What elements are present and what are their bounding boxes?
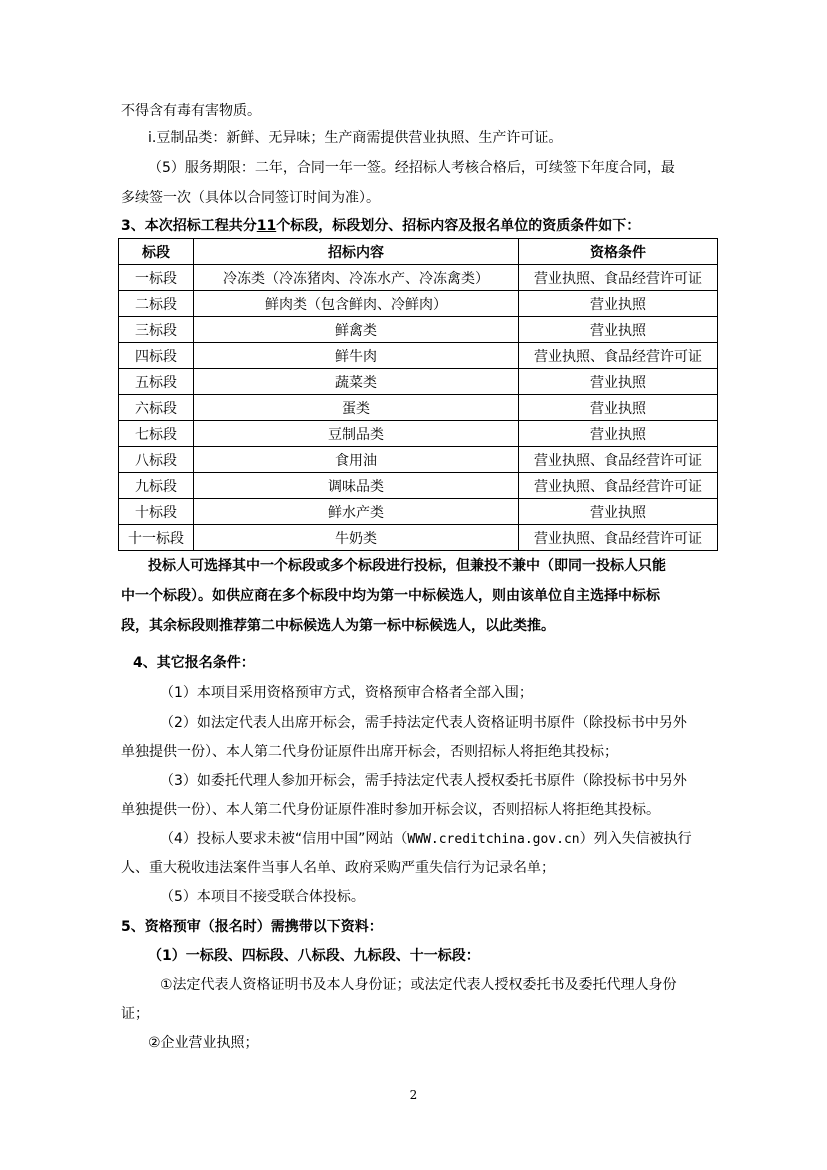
heading-text: 3、本次招标工程共分: [121, 218, 257, 234]
text-segment: ）列入失信被执行: [579, 831, 692, 847]
section-heading-3: [121, 216, 640, 236]
text-line: 中一个标段）。如供应商在多个标段中均为第一中标候选人，则由该单位自主选择中标标: [121, 588, 660, 604]
table-row: [119, 473, 718, 499]
section-heading-4: 4、其它报名条件：: [133, 655, 255, 671]
content-cell: 鲜肉类（包含鲜肉、冷鲜肉）: [194, 291, 519, 317]
table-row: [119, 343, 718, 369]
column-header: 标段: [119, 239, 194, 265]
qualification-cell: 营业执照、食品经营许可证: [519, 473, 718, 499]
text-line: 单独提供一份）、本人第二代身份证原件准时参加开标会议，否则招标人将拒绝其投标。: [121, 802, 660, 818]
section-cell: 四标段: [119, 343, 194, 369]
text-line: i.豆制品类：新鲜、无异味；生产商需提供营业执照、生产许可证。: [148, 130, 563, 146]
qualification-cell: 营业执照: [519, 395, 718, 421]
qualification-cell: 营业执照、食品经营许可证: [519, 447, 718, 473]
table-row: [119, 447, 718, 473]
text-line: 单独提供一份）、本人第二代身份证原件出席开标会，否则招标人将拒绝其投标；: [121, 744, 618, 760]
qualification-cell: 营业执照: [519, 369, 718, 395]
qualification-cell: 营业执照: [519, 421, 718, 447]
content-cell: 鲜牛肉: [194, 343, 519, 369]
table-row: [119, 421, 718, 447]
table-row: [119, 499, 718, 525]
qualification-cell: 营业执照: [519, 317, 718, 343]
section-cell: 二标段: [119, 291, 194, 317]
section-cell: 九标段: [119, 473, 194, 499]
section-cell: 三标段: [119, 317, 194, 343]
page-number: 2: [409, 1088, 418, 1102]
qualification-cell: 营业执照: [519, 291, 718, 317]
text-line: 段，其余标段则推荐第二中标候选人为第一标中标候选人，以此类推。: [121, 618, 555, 634]
heading-text: 个标段，标段划分、招标内容及报名单位的资质条件如下：: [276, 218, 641, 234]
content-cell: 鲜水产类: [194, 499, 519, 525]
content-cell: 食用油: [194, 447, 519, 473]
section-cell: 十一标段: [119, 525, 194, 551]
text-line: 多续签一次（具体以合同签订时间为准）。: [121, 190, 380, 206]
section-cell: 六标段: [119, 395, 194, 421]
table-row: [119, 317, 718, 343]
section-cell: 五标段: [119, 369, 194, 395]
section-cell: 八标段: [119, 447, 194, 473]
table-row: [119, 525, 718, 551]
content-cell: 调味品类: [194, 473, 519, 499]
qualification-cell: 营业执照、食品经营许可证: [519, 265, 718, 291]
text-line: （3）如委托代理人参加开标会，需手持法定代表人授权委托书原件（除投标书中另外: [160, 773, 687, 789]
text-line: 投标人可选择其中一个标段或多个标段进行投标，但兼投不兼中（即同一投标人只能: [148, 558, 666, 574]
column-header: 资格条件: [519, 239, 718, 265]
subsection-heading: （1）一标段、四标段、八标段、九标段、十一标段：: [148, 948, 480, 964]
table-header-row: [119, 239, 718, 265]
section-cell: 一标段: [119, 265, 194, 291]
text-line: [160, 829, 692, 850]
text-line: （1）本项目采用资格预审方式，资格预审合格者全部入围；: [160, 685, 533, 701]
content-cell: 牛奶类: [194, 525, 519, 551]
qualification-cell: 营业执照: [519, 499, 718, 525]
text-line: （5）本项目不接受联合体投标。: [160, 889, 365, 905]
heading-number: 11: [256, 218, 277, 234]
section-heading-5: 5、资格预审（报名时）需携带以下资料：: [121, 919, 383, 935]
content-cell: 蛋类: [194, 395, 519, 421]
text-line: 不得含有毒有害物质。: [121, 103, 261, 119]
section-cell: 七标段: [119, 421, 194, 447]
content-cell: 冷冻类（冷冻猪肉、冷冻水产、冷冻禽类）: [194, 265, 519, 291]
column-header: 招标内容: [194, 239, 519, 265]
qualification-cell: 营业执照、食品经营许可证: [519, 525, 718, 551]
section-cell: 十标段: [119, 499, 194, 525]
table-row: [119, 369, 718, 395]
text-line: （5）服务期限：二年，合同一年一签。经招标人考核合格后，可续签下年度合同，最: [148, 160, 675, 176]
table-row: [119, 291, 718, 317]
content-cell: 豆制品类: [194, 421, 519, 447]
text-line: （2）如法定代表人出席开标会，需手持法定代表人资格证明书原件（除投标书中另外: [160, 715, 687, 731]
text-line: ②企业营业执照；: [148, 1035, 259, 1051]
content-cell: 蔬菜类: [194, 369, 519, 395]
website-url: WWW.creditchina.gov.cn: [407, 832, 580, 847]
text-line: 证；: [121, 1006, 149, 1022]
table-row: [119, 265, 718, 291]
text-line: ①法定代表人资格证明书及本人身份证；或法定代表人授权委托书及委托代理人身份: [160, 977, 677, 993]
qualification-cell: 营业执照、食品经营许可证: [519, 343, 718, 369]
table-row: [119, 395, 718, 421]
text-segment: （4）投标人要求未被“信用中国”网站（: [160, 831, 408, 847]
content-cell: 鲜禽类: [194, 317, 519, 343]
text-line: 人、重大税收违法案件当事人名单、政府采购严重失信行为记录名单；: [121, 860, 555, 876]
bid-section-table: [118, 238, 718, 551]
